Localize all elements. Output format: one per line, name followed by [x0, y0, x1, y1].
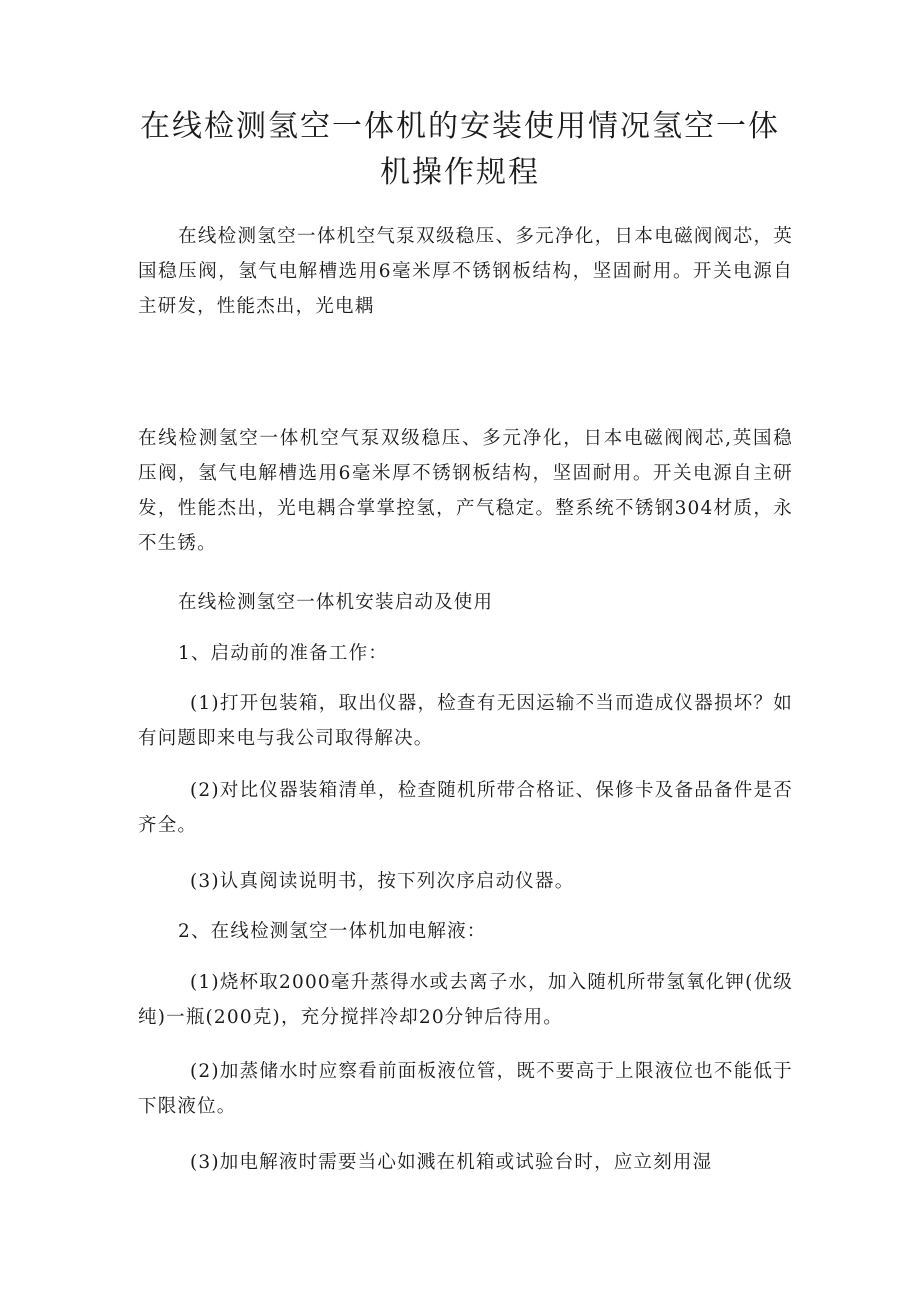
document-title: 在线检测氢空一体机的安装使用情况氢空一体机操作规程	[140, 109, 780, 190]
step-heading-1: 1、启动前的准备工作：	[178, 643, 388, 664]
body-paragraph: 在线检测氢空一体机空气泵双级稳压、多元净化，日本电磁阀阀芯,英国稳压阀，氢气电解槽选用6毫米厚不锈钢板结构，坚固耐用。开关电源自主研发，性能杰出，光电耦合掌掌控氢，产气稳定。整系统不锈钢304材质，永不生锈。	[138, 428, 793, 554]
step-item: (2)对比仪器装箱清单，检查随机所带合格证、保修卡及备品备件是否齐全。	[138, 780, 793, 836]
step-item: (1)打开包装箱，取出仪器，检查有无因运输不当而造成仪器损坏？如有问题即来电与我公司取得解决。	[138, 693, 793, 749]
step-item: (2)加蒸储水时应察看前面板液位管，既不要高于上限液位也不能低于下限液位。	[138, 1061, 793, 1117]
section-heading: 在线检测氢空一体机安装启动及使用	[178, 592, 494, 613]
step-item: (3)加电解液时需要当心如溅在机箱或试验台时，应立刻用湿	[190, 1152, 713, 1173]
step-item: (1)烧杯取2000毫升蒸得水或去离子水，加入随机所带氢氧化钾(优级纯)一瓶(200克)，充分搅拌冷却20分钟后待用。	[138, 972, 793, 1028]
step-item: (3)认真阅读说明书，按下列次序启动仪器。	[190, 871, 575, 892]
step-heading-2: 2、在线检测氢空一体机加电解液：	[178, 921, 487, 942]
intro-paragraph: 在线检测氢空一体机空气泵双级稳压、多元净化，日本电磁阀阀芯，英国稳压阀，氢气电解槽选用6毫米厚不锈钢板结构，坚固耐用。开关电源自主研发，性能杰出，光电耦	[138, 226, 793, 317]
